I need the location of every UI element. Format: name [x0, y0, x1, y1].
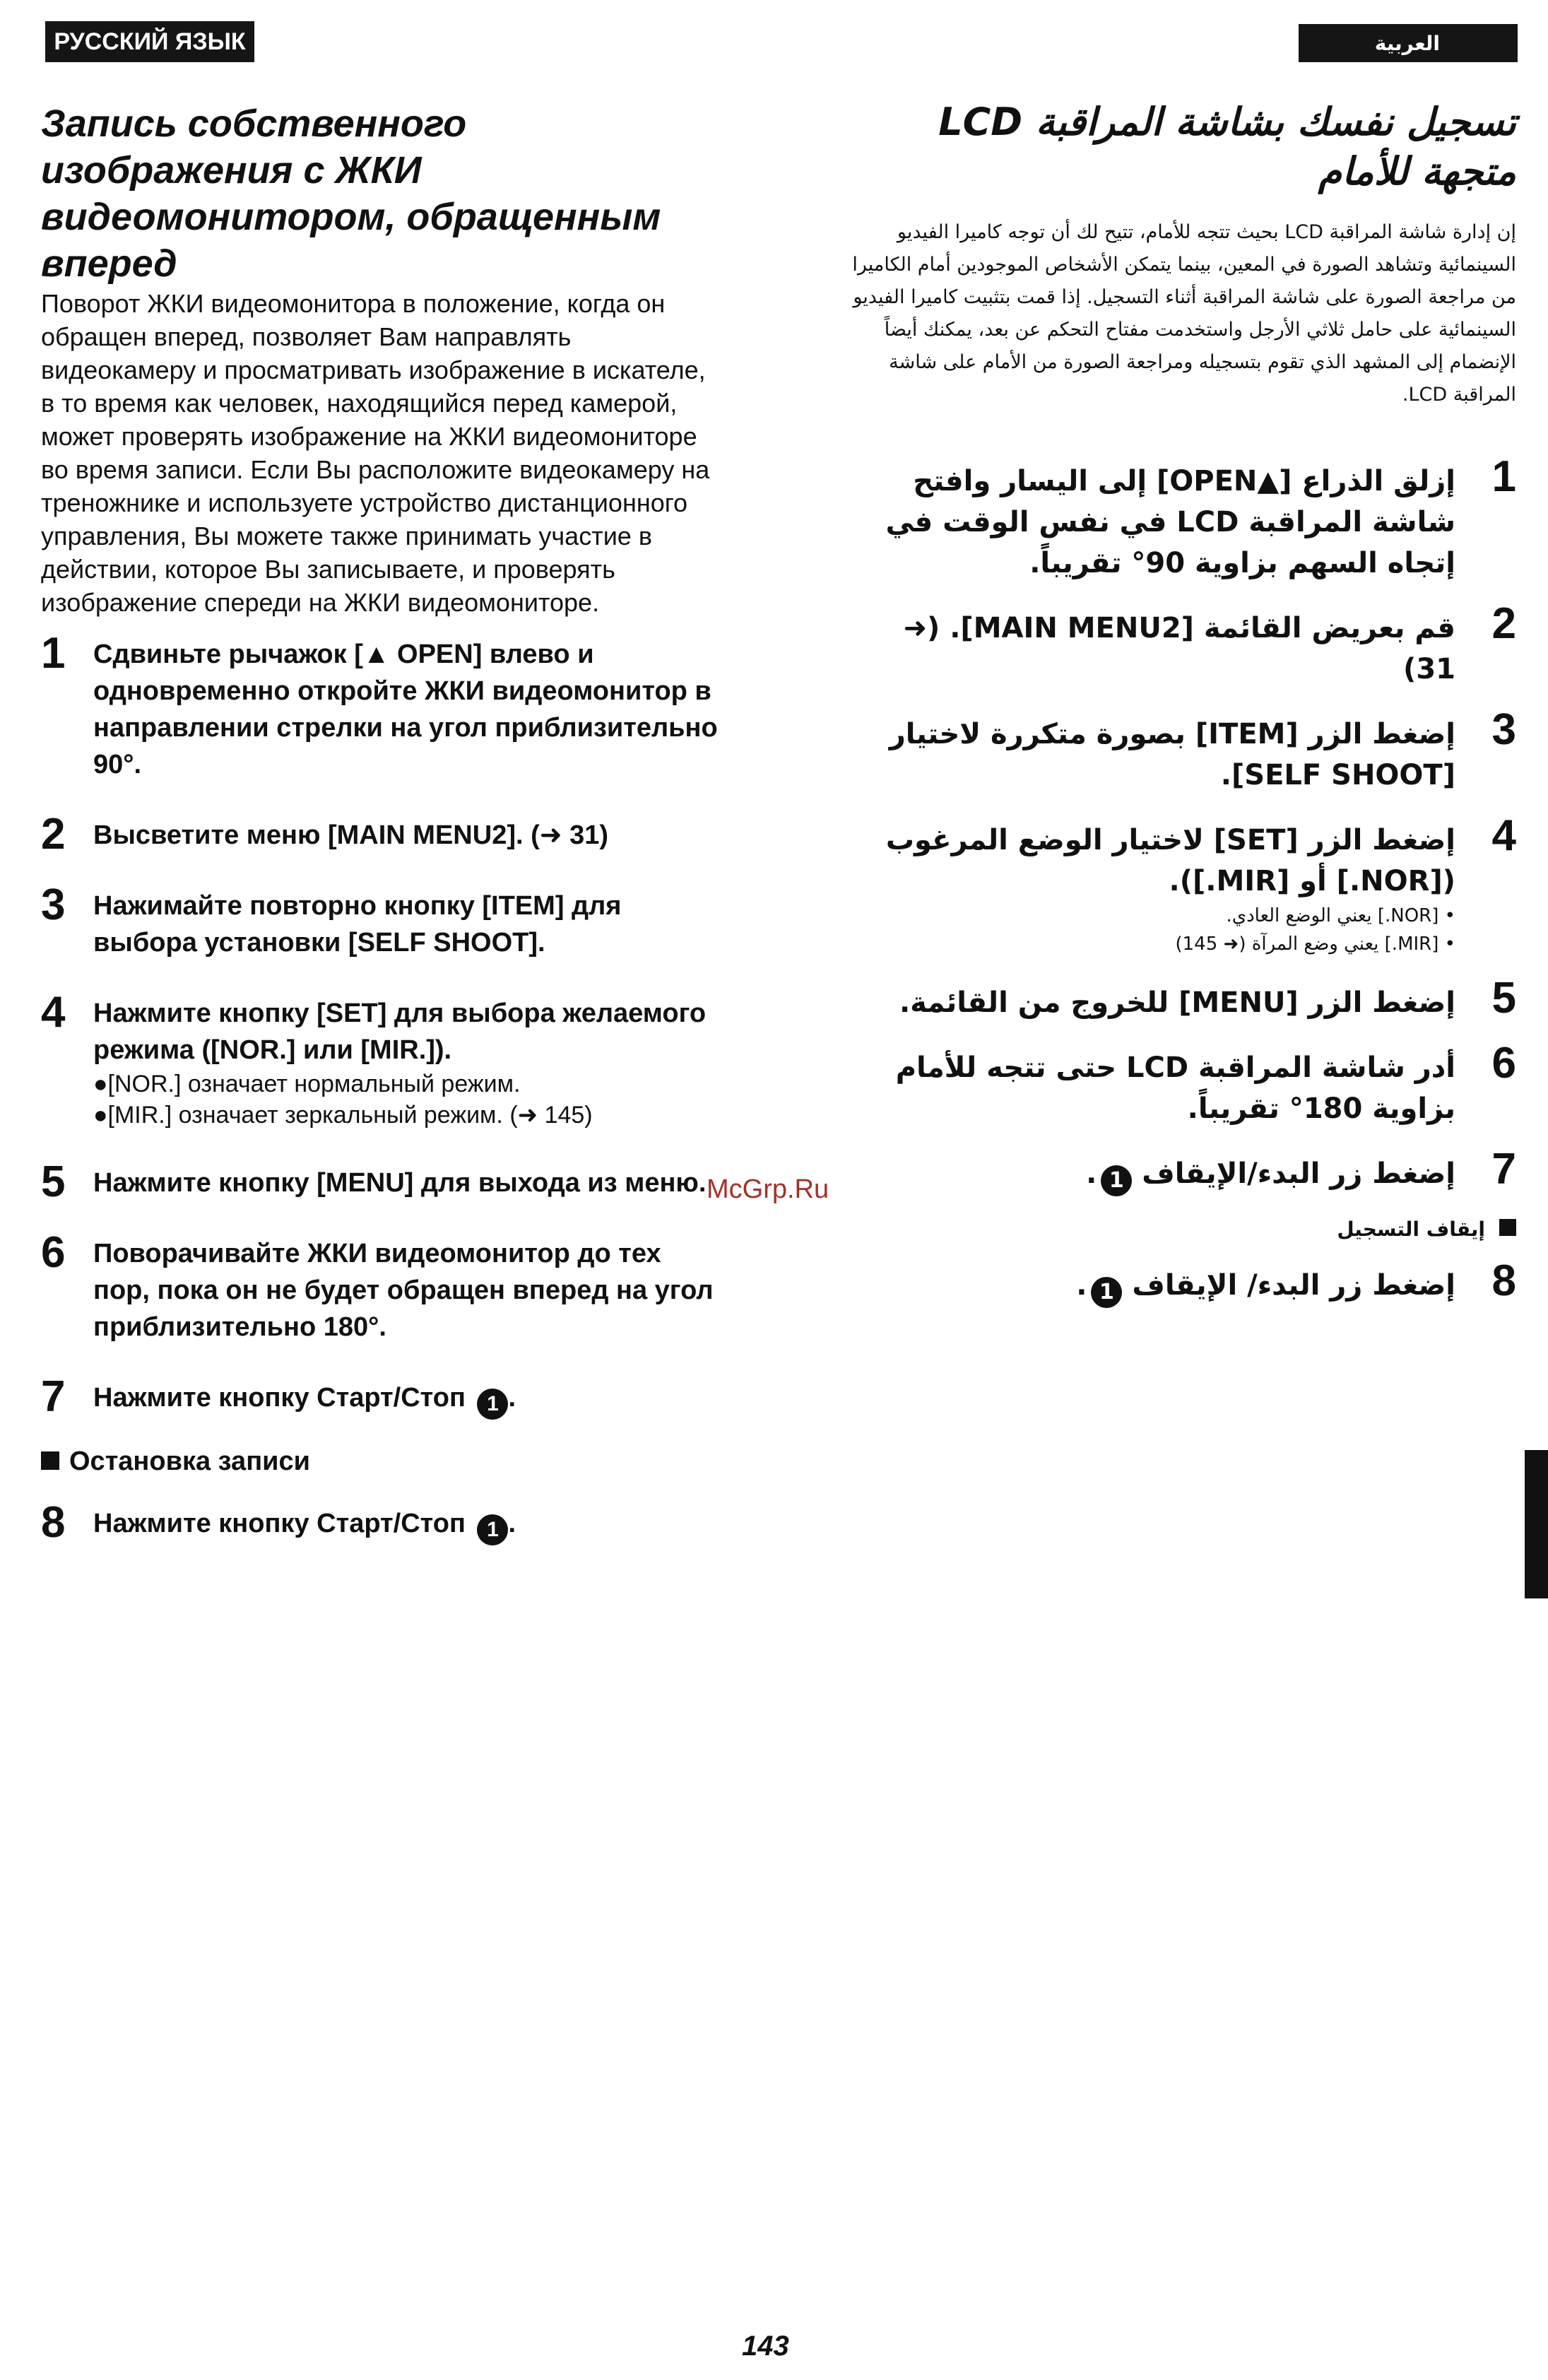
step-number: 3	[1491, 705, 1516, 754]
ar-step-6	[848, 1039, 1516, 1129]
step-text-main: إضغط زر البدء/الإيقاف	[1142, 1157, 1455, 1190]
ru-step-1	[41, 629, 719, 783]
step-text: إضغط الزر [MENU] للخروج من القائمة.	[899, 986, 1455, 1019]
ru-step-5	[41, 1157, 719, 1206]
ru-stop-heading	[41, 1447, 719, 1477]
stop-heading-text: Остановка записи	[69, 1447, 310, 1476]
step-text: Высветите меню [MAIN MENU2]. (➜ 31)	[93, 820, 609, 850]
step-text-main: Нажмите кнопку Старт/Стоп	[93, 1383, 466, 1413]
ar-step-8	[848, 1256, 1516, 1308]
arabic-intro: إن إدارة شاشة المراقبة LCD بحيث تتجه للأمام، تتيح لك أن توجه كاميرا الفيديو السينمائية وتشاهد الصورة في المعين، بينما يتمكن الأشخاص الموجودين أمام الكاميرا من مراجعة الصورة على شاشة المراقبة أثناء التسجيل. إذا قمت بتثبيت كاميرا الفيديو السينمائية على حامل ثلاثي الأرجل واستخدمت مفتاح التحكم عن بعد، يمكنك أيضاً الإنضمام إلى المشهد الذي تقوم بتسجيله ومراجعة الصورة من الأمام على شاشة المراقبة LCD.	[852, 221, 1516, 406]
step-text-end: .	[508, 1509, 516, 1538]
russian-steps	[41, 629, 719, 1547]
step-number: 4	[41, 988, 66, 1037]
step-number: 4	[1491, 811, 1516, 860]
step-text: Нажмите кнопку [MENU] для выхода из меню.	[93, 1168, 707, 1198]
language-tag-russian-label: РУССКИЙ ЯЗЫК	[54, 28, 246, 55]
ar-step-5	[848, 974, 1516, 1023]
step-text: أدر شاشة المراقبة LCD حتى تتجه للأمام بزاوية 180° تقريباً.	[895, 1051, 1455, 1125]
step-number: 2	[1491, 599, 1516, 648]
step-number: 7	[1491, 1145, 1516, 1194]
russian-intro: Поворот ЖКИ видеомонитора в положение, когда он обращен вперед, позволяет Вам направлять видеокамеру и просматривать изображение в искателе, в то время как человек, находящийся перед камерой, может проверять изображение на ЖКИ видеомониторе во время записи. Если Вы расположите видеокамеру на треножнике и используете устройство дистанционного управления, Вы можете также принимать участие в действии, которое Вы записываете, и проверять изображение спереди на ЖКИ видеомониторе.	[41, 289, 710, 617]
ru-step-3	[41, 880, 719, 961]
start-stop-button-icon: 1	[1101, 1165, 1132, 1196]
step-number: 6	[1491, 1039, 1516, 1088]
start-stop-button-icon: 1	[477, 1514, 508, 1545]
step-text-main: إضغط زر البدء/ الإيقاف	[1132, 1269, 1455, 1302]
step-number: 1	[1491, 452, 1516, 501]
step-text: إضغط الزر [ITEM] بصورة متكررة لاختيار [SELF SHOOT].	[889, 718, 1455, 791]
language-tag-russian	[45, 21, 254, 62]
step-number: 8	[41, 1498, 66, 1547]
ar-step-2	[848, 599, 1516, 690]
step-text	[93, 1505, 719, 1545]
step-text: Поворачивайте ЖКИ видеомонитор до тех пор, пока он не будет обращен вперед на угол приблизительно 180°.	[93, 1239, 714, 1342]
square-bullet-icon	[41, 1451, 59, 1470]
step-text: Нажимайте повторно кнопку [ITEM] для выбора установки [SELF SHOOT].	[93, 891, 622, 958]
step-text	[93, 1379, 719, 1420]
stop-heading-text: إيقاف التسجيل	[1337, 1218, 1485, 1241]
step-text-end: .	[1076, 1269, 1087, 1302]
ru-step-6	[41, 1228, 719, 1345]
step-number: 8	[1491, 1256, 1516, 1305]
language-tag-arabic	[1299, 24, 1518, 62]
step-text: Нажмите кнопку [SET] для выбора желаемого режима ([NOR.] или [MIR.]).	[93, 998, 707, 1065]
step-note: ●[NOR.] означает нормальный режим.	[93, 1071, 521, 1097]
ru-step-2	[41, 810, 719, 859]
step-number: 6	[41, 1228, 66, 1277]
ar-stop-heading	[848, 1218, 1516, 1241]
step-text-end: .	[1086, 1157, 1097, 1190]
ru-step-8	[41, 1498, 719, 1547]
arabic-title: تسجيل نفسك بشاشة المراقبة LCD متجهة للأمام	[938, 100, 1516, 194]
square-bullet-icon	[1499, 1219, 1516, 1236]
page-number: 143	[742, 2331, 789, 2362]
step-text-main: Нажмите кнопку Старт/Стоп	[93, 1509, 466, 1538]
step-number: 7	[41, 1372, 66, 1421]
ar-step-4	[848, 811, 1516, 958]
ru-step-4	[41, 988, 719, 1131]
step-text: قم بعريض القائمة [MAIN MENU2]. (➜ 31)	[903, 612, 1455, 685]
ru-step-7	[41, 1372, 719, 1421]
start-stop-button-icon: 1	[1091, 1277, 1122, 1308]
step-text	[848, 1265, 1455, 1308]
step-text: إزلق الذراع [▲OPEN] إلى اليسار وافتح شاشة المراقبة LCD في نفس الوقت في إتجاه السهم بزاوية 90° تقريباً.	[885, 465, 1455, 579]
step-number: 5	[41, 1157, 66, 1206]
ar-step-3	[848, 705, 1516, 796]
step-number: 2	[41, 810, 66, 859]
step-number: 5	[1491, 974, 1516, 1023]
step-text	[848, 1153, 1455, 1196]
russian-column	[41, 100, 719, 1579]
ar-step-7	[848, 1145, 1516, 1196]
step-number: 3	[41, 880, 66, 929]
step-note: • [NOR.] يعني الوضع العادي.	[1226, 905, 1455, 926]
russian-title: Запись собственного изображения с ЖКИ видеомонитором, обращенным вперед	[41, 102, 661, 285]
ar-step-1	[848, 452, 1516, 584]
arabic-column	[848, 98, 1516, 1332]
step-text-end: .	[508, 1383, 516, 1413]
language-tag-arabic-label: العربية	[1374, 32, 1440, 54]
step-note: • [MIR.] يعني وضع المرآة (➜ 145)	[1175, 933, 1455, 955]
start-stop-button-icon: 1	[477, 1389, 508, 1420]
section-edge-marker	[1525, 1450, 1548, 1598]
step-text: Сдвиньте рычажок [▲ OPEN] влево и одновременно откройте ЖКИ видеомонитор в направлении стрелки на угол приблизительно 90°.	[93, 640, 718, 779]
watermark: McGrp.Ru	[707, 1174, 829, 1204]
step-number: 1	[41, 629, 66, 678]
step-note: ●[MIR.] означает зеркальный режим. (➜ 145)	[93, 1102, 593, 1129]
arabic-steps	[848, 452, 1516, 1308]
step-text: إضغط الزر [SET] لاختيار الوضع المرغوب ([NOR.] أو [MIR.]).	[885, 824, 1455, 897]
